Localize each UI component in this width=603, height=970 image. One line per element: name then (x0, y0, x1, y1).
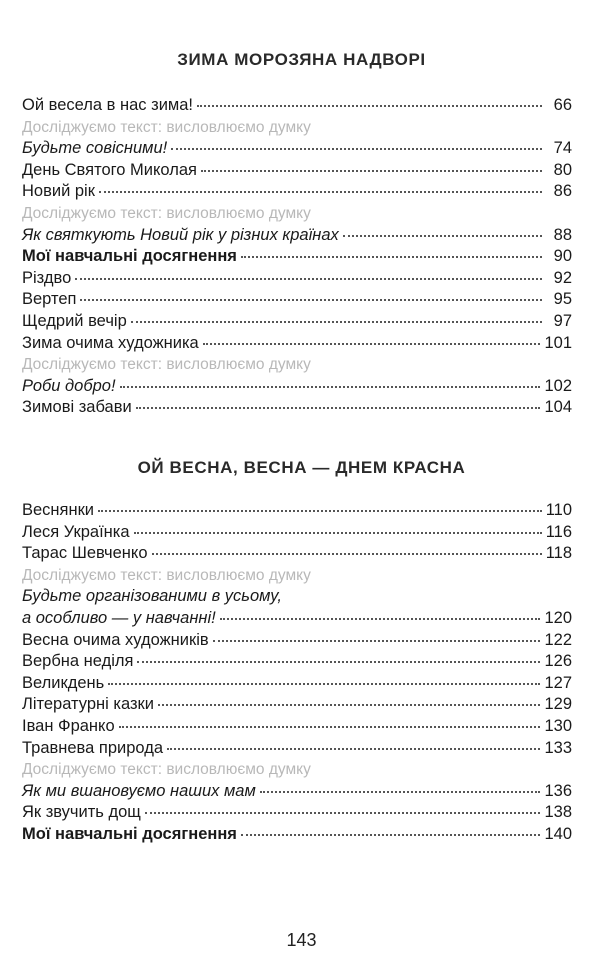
toc-entry (22, 651, 572, 673)
toc-leader-dots (80, 298, 542, 301)
toc-entry-title: а особливо — у навчанні! (22, 608, 216, 627)
toc-leader-dots (158, 703, 541, 706)
toc-entry (22, 802, 572, 824)
toc-entry (22, 738, 572, 760)
toc-leader-dots (343, 234, 542, 237)
toc-leader-dots (108, 682, 540, 685)
section-title-spring: ОЙ ВЕСНА, ВЕСНА — ДНЕМ КРАСНА (137, 458, 466, 477)
toc-entry-page: 101 (544, 333, 572, 352)
toc-entry-title: Як ми вшановуємо наших мам (22, 781, 256, 800)
toc-entry-title: Досліджуємо текст: висловлюємо думку (22, 761, 311, 779)
toc-entry-title: Досліджуємо текст: висловлюємо думку (22, 118, 311, 136)
toc-leader-dots (220, 617, 541, 620)
toc-leader-dots (99, 190, 542, 193)
toc-entry (22, 246, 572, 268)
toc-entry (22, 160, 572, 182)
toc-entry-page: 102 (544, 376, 572, 395)
toc-entry-page: 129 (544, 695, 572, 714)
toc-entry (22, 138, 572, 160)
section-title-winter: ЗИМА МОРОЗЯНА НАДВОРІ (177, 50, 426, 69)
toc-entry-page: 120 (544, 608, 572, 627)
toc-entry-page: 122 (544, 630, 572, 649)
toc-entry (22, 117, 572, 139)
toc-entry-title: Вертеп (22, 290, 77, 309)
toc-entry-title: Іван Франко (22, 716, 115, 735)
page-number: 143 (286, 930, 317, 950)
toc-entry-page: 95 (553, 290, 572, 309)
toc-winter (22, 95, 572, 419)
toc-entry-page: 80 (553, 160, 572, 179)
toc-leader-dots (119, 725, 541, 728)
toc-entry (22, 311, 572, 333)
toc-entry-title: Будьте совісними! (22, 139, 168, 158)
toc-entry (22, 608, 572, 630)
toc-leader-dots (171, 147, 542, 150)
toc-entry (22, 694, 572, 716)
toc-entry-title: Новий рік (22, 182, 95, 201)
toc-leader-dots (134, 531, 542, 534)
toc-entry (22, 586, 572, 608)
toc-entry-title: Зимові забави (22, 398, 132, 417)
toc-leader-dots (201, 169, 542, 172)
toc-entry (22, 522, 572, 544)
toc-leader-dots (136, 406, 541, 409)
toc-entry (22, 759, 572, 781)
toc-entry-page: 116 (545, 522, 572, 541)
toc-entry-title: Досліджуємо текст: висловлюємо думку (22, 356, 311, 374)
toc-entry-title: Будьте організованими в усьому, (22, 587, 282, 606)
toc-entry-page: 136 (544, 781, 572, 800)
toc-entry-page: 133 (544, 738, 572, 757)
toc-entry-title: Мої навчальні досягнення (22, 247, 237, 266)
toc-entry (22, 376, 572, 398)
toc-leader-dots (241, 255, 542, 258)
toc-entry (22, 630, 572, 652)
toc-leader-dots (145, 811, 541, 814)
toc-entry (22, 716, 572, 738)
toc-entry (22, 181, 572, 203)
toc-entry (22, 500, 572, 522)
toc-entry (22, 397, 572, 419)
toc-entry (22, 673, 572, 695)
toc-entry-page: 90 (553, 247, 572, 266)
toc-entry (22, 333, 572, 355)
toc-entry (22, 824, 572, 846)
toc-entry (22, 354, 572, 376)
toc-entry-page: 127 (544, 673, 572, 692)
toc-entry-title: День Святого Миколая (22, 160, 197, 179)
toc-leader-dots (152, 552, 542, 555)
toc-entry-page: 97 (553, 311, 572, 330)
toc-leader-dots (120, 385, 541, 388)
toc-entry-page: 66 (553, 96, 572, 114)
toc-entry-title: Зима очима художника (22, 333, 199, 352)
toc-entry (22, 289, 572, 311)
toc-entry-title: Щедрий вечір (22, 311, 127, 330)
toc-entry-title: Травнева природа (22, 738, 164, 757)
toc-leader-dots (213, 639, 541, 642)
toc-entry (22, 95, 572, 117)
toc-entry-page: 86 (553, 182, 572, 201)
toc-entry-page: 138 (544, 803, 572, 822)
toc-entry-title: Досліджуємо текст: висловлюємо думку (22, 204, 311, 222)
toc-entry-title: Великдень (22, 673, 105, 692)
toc-entry-title: Леся Українка (22, 522, 130, 541)
toc-entry-title: Веснянки (22, 501, 95, 519)
toc-leader-dots (75, 277, 542, 280)
toc-entry-title: Мої навчальні досягнення (22, 824, 237, 843)
toc-entry-title: Ой весела в нас зима! (22, 96, 194, 114)
toc-entry-title: Вербна неділя (22, 652, 134, 671)
toc-entry-title: Досліджуємо текст: висловлюємо думку (22, 566, 311, 584)
toc-entry-title: Як святкують Новий рік у різних країнах (22, 225, 339, 244)
toc-entry (22, 543, 572, 565)
toc-leader-dots (98, 509, 542, 512)
toc-entry-page: 110 (545, 501, 572, 519)
toc-leader-dots (241, 833, 541, 836)
toc-entry-page: 88 (553, 225, 572, 244)
toc-entry-title: Весна очима художників (22, 630, 209, 649)
toc-leader-dots (260, 790, 541, 793)
toc-leader-dots (197, 104, 542, 107)
toc-entry-page: 140 (544, 824, 572, 843)
toc-entry (22, 565, 572, 587)
toc-leader-dots (131, 320, 542, 323)
toc-entry-title: Літературні казки (22, 695, 154, 714)
toc-entry-title: Різдво (22, 268, 72, 287)
toc-entry-title: Роби добро! (22, 376, 116, 395)
toc-entry-page: 92 (553, 268, 572, 287)
toc-leader-dots (167, 747, 540, 750)
toc-entry-title: Як звучить дощ (22, 803, 141, 822)
toc-spring (22, 500, 572, 846)
toc-entry-title: Тарас Шевченко (22, 544, 148, 563)
toc-entry-page: 118 (545, 544, 572, 563)
toc-entry-page: 130 (544, 716, 572, 735)
toc-entry-page: 126 (544, 652, 572, 671)
toc-leader-dots (203, 342, 541, 345)
toc-entry (22, 203, 572, 225)
toc-entry (22, 225, 572, 247)
toc-entry (22, 781, 572, 803)
toc-entry-page: 74 (553, 139, 572, 158)
toc-entry (22, 268, 572, 290)
toc-entry-page: 104 (544, 398, 572, 417)
toc-leader-dots (137, 660, 540, 663)
